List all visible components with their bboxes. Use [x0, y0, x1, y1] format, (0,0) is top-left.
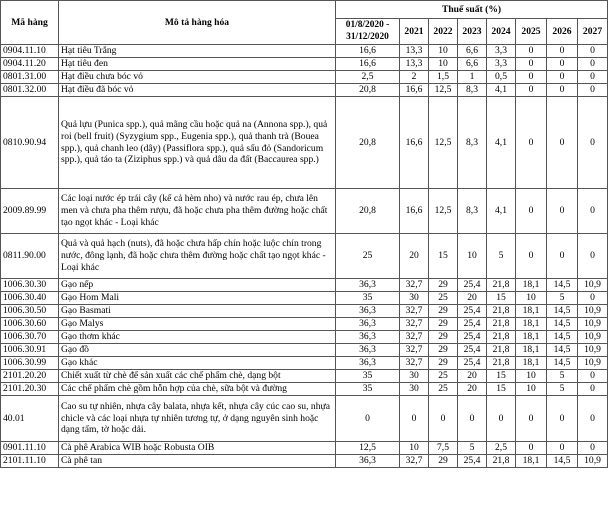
rate-cell: 1,5 [429, 71, 458, 84]
rate-cell: 16,6 [336, 45, 400, 58]
rate-cell: 0 [547, 234, 578, 279]
rate-cell: 1 [458, 71, 487, 84]
rate-cell: 0 [547, 396, 578, 442]
hs-code-cell: 2009.89.99 [1, 189, 59, 234]
hs-code-cell: 0801.31.00 [1, 71, 59, 84]
rate-cell: 15 [429, 234, 458, 279]
rate-cell: 10 [400, 442, 429, 455]
rate-cell: 21,8 [487, 305, 516, 318]
rate-cell: 0 [547, 45, 578, 58]
rate-cell: 25,4 [458, 279, 487, 292]
rate-cell: 32,7 [400, 357, 429, 370]
header-year: 2022 [429, 19, 458, 45]
rate-cell: 20 [458, 383, 487, 396]
description-cell: Gạo Hom Mali [59, 292, 336, 305]
rate-cell: 0 [336, 396, 400, 442]
rate-cell: 0 [547, 71, 578, 84]
rate-cell: 10 [429, 58, 458, 71]
rate-cell: 12,5 [429, 189, 458, 234]
rate-cell: 10,9 [578, 331, 608, 344]
rate-cell: 5 [547, 383, 578, 396]
table-row [1, 189, 608, 234]
header-year: 2026 [547, 19, 578, 45]
table-row [1, 97, 608, 189]
rate-cell: 35 [336, 383, 400, 396]
hs-code-cell: 0810.90.94 [1, 97, 59, 189]
rate-cell: 0 [578, 370, 608, 383]
rate-cell: 21,8 [487, 455, 516, 468]
rate-cell: 25 [429, 370, 458, 383]
rate-cell: 14,5 [547, 331, 578, 344]
rate-cell: 4,1 [487, 97, 516, 189]
rate-cell: 14,5 [547, 344, 578, 357]
hs-code-cell: 2101.20.20 [1, 370, 59, 383]
table-row [1, 455, 608, 468]
rate-cell: 18,1 [516, 455, 547, 468]
rate-cell: 36,3 [336, 331, 400, 344]
rate-cell: 0 [516, 234, 547, 279]
table-row [1, 396, 608, 442]
rate-cell: 16,6 [400, 97, 429, 189]
rate-cell: 0 [578, 84, 608, 97]
table-row [1, 383, 608, 396]
hs-code-cell: 1006.30.50 [1, 305, 59, 318]
rate-cell: 36,3 [336, 305, 400, 318]
header-period: 01/8/2020 - 31/12/2020 [336, 19, 400, 45]
description-cell: Cà phê tan [59, 455, 336, 468]
table-row [1, 71, 608, 84]
rate-cell: 14,5 [547, 279, 578, 292]
header-description: Mô tả hàng hóa [59, 1, 336, 45]
rate-cell: 16,6 [400, 189, 429, 234]
rate-cell: 14,5 [547, 455, 578, 468]
table-row [1, 305, 608, 318]
rate-cell: 29 [429, 318, 458, 331]
rate-cell: 12,5 [429, 97, 458, 189]
rate-cell: 32,7 [400, 279, 429, 292]
rate-cell: 0 [578, 383, 608, 396]
description-cell: Gạo khác [59, 357, 336, 370]
header-year: 2027 [578, 19, 608, 45]
rate-cell: 0 [516, 58, 547, 71]
rate-cell: 7,5 [429, 442, 458, 455]
rate-cell: 10 [516, 370, 547, 383]
hs-code-cell: 2101.20.30 [1, 383, 59, 396]
rate-cell: 25 [429, 383, 458, 396]
rate-cell: 36,3 [336, 318, 400, 331]
rate-cell: 5 [547, 370, 578, 383]
description-cell: Chiết xuất từ chè để sản xuất các chế phẩm chè, dạng bột [59, 370, 336, 383]
rate-cell: 35 [336, 370, 400, 383]
rate-cell: 2 [400, 71, 429, 84]
rate-cell: 2,5 [487, 442, 516, 455]
rate-cell: 10 [458, 234, 487, 279]
rate-cell: 18,1 [516, 318, 547, 331]
rate-cell: 36,3 [336, 279, 400, 292]
hs-code-cell: 2101.11.10 [1, 455, 59, 468]
rate-cell: 0 [516, 396, 547, 442]
table-row [1, 442, 608, 455]
rate-cell: 0 [578, 71, 608, 84]
hs-code-cell: 1006.30.40 [1, 292, 59, 305]
rate-cell: 20 [400, 234, 429, 279]
description-cell: Gạo Malys [59, 318, 336, 331]
description-cell: Cà phê Arabica WIB hoặc Robusta OIB [59, 442, 336, 455]
rate-cell: 12,5 [429, 84, 458, 97]
rate-cell: 20 [458, 292, 487, 305]
rate-cell: 16,6 [400, 84, 429, 97]
rate-cell: 10,9 [578, 318, 608, 331]
rate-cell: 2,5 [336, 71, 400, 84]
description-cell: Gạo đồ [59, 344, 336, 357]
rate-cell: 6,6 [458, 45, 487, 58]
hs-code-cell: 1006.30.30 [1, 279, 59, 292]
rate-cell: 0 [487, 396, 516, 442]
table-row [1, 279, 608, 292]
rate-cell: 0 [400, 396, 429, 442]
hs-code-cell: 1006.30.99 [1, 357, 59, 370]
rate-cell: 36,3 [336, 455, 400, 468]
rate-cell: 30 [400, 383, 429, 396]
table-row [1, 370, 608, 383]
rate-cell: 10,9 [578, 344, 608, 357]
rate-cell: 20,8 [336, 97, 400, 189]
rate-cell: 20 [458, 370, 487, 383]
rate-cell: 18,1 [516, 357, 547, 370]
hs-code-cell: 0901.11.10 [1, 442, 59, 455]
rate-cell: 25,4 [458, 455, 487, 468]
header-tax-rate: Thuế suất (%) [336, 1, 608, 19]
rate-cell: 20,8 [336, 84, 400, 97]
rate-cell: 16,6 [336, 58, 400, 71]
rate-cell: 0,5 [487, 71, 516, 84]
rate-cell: 0 [547, 58, 578, 71]
rate-cell: 18,1 [516, 305, 547, 318]
rate-cell: 0 [578, 442, 608, 455]
rate-cell: 0 [516, 84, 547, 97]
description-cell: Các chế phẩm chè gồm hỗn hợp của chè, sữa bột và đường [59, 383, 336, 396]
rate-cell: 0 [547, 84, 578, 97]
header-year: 2023 [458, 19, 487, 45]
description-cell: Gạo nếp [59, 279, 336, 292]
rate-cell: 29 [429, 279, 458, 292]
rate-cell: 32,7 [400, 331, 429, 344]
rate-cell: 32,7 [400, 318, 429, 331]
description-cell: Hạt điều đã bóc vỏ [59, 84, 336, 97]
rate-cell: 15 [487, 292, 516, 305]
description-cell: Gạo Basmati [59, 305, 336, 318]
rate-cell: 10,9 [578, 357, 608, 370]
hs-code-cell: 1006.30.60 [1, 318, 59, 331]
hs-code-cell: 1006.30.91 [1, 344, 59, 357]
rate-cell: 21,8 [487, 318, 516, 331]
rate-cell: 13,3 [400, 45, 429, 58]
rate-cell: 25,4 [458, 305, 487, 318]
rate-cell: 15 [487, 370, 516, 383]
rate-cell: 0 [458, 396, 487, 442]
hs-code-cell: 1006.30.70 [1, 331, 59, 344]
hs-code-cell: 0811.90.00 [1, 234, 59, 279]
rate-cell: 10,9 [578, 305, 608, 318]
rate-cell: 36,3 [336, 357, 400, 370]
table-row [1, 45, 608, 58]
rate-cell: 10 [516, 292, 547, 305]
rate-cell: 30 [400, 292, 429, 305]
rate-cell: 0 [578, 97, 608, 189]
rate-cell: 29 [429, 357, 458, 370]
rate-cell: 14,5 [547, 305, 578, 318]
rate-cell: 32,7 [400, 305, 429, 318]
rate-cell: 8,3 [458, 97, 487, 189]
hs-code-cell: 0801.32.00 [1, 84, 59, 97]
rate-cell: 0 [578, 189, 608, 234]
rate-cell: 0 [547, 189, 578, 234]
description-cell: Quả lựu (Punica spp.), quả mãng cầu hoặc quả na (Annona spp.), quả roi (bell fruit) (Syzygium spp., Eugenia spp.), quả thanh trà (Bouea spp.), quả chanh leo (dây) (Passiflora spp.), quả sấu đỏ (Sandoricum spp.), quả táo ta (Ziziphus spp.) và quả dâu da đất (Baccaurea spp.) [59, 97, 336, 189]
description-cell: Các loại nước ép trái cây (kể cả hèm nho) và nước rau ép, chưa lên men và chưa pha thêm rượu, đã hoặc chưa pha thêm đường hoặc chất tạo ngọt khác - Loại khác [59, 189, 336, 234]
rate-cell: 3,3 [487, 45, 516, 58]
rate-cell: 36,3 [336, 344, 400, 357]
table-row [1, 84, 608, 97]
rate-cell: 25,4 [458, 331, 487, 344]
rate-cell: 21,8 [487, 279, 516, 292]
rate-cell: 6,6 [458, 58, 487, 71]
description-cell: Gạo thơm khác [59, 331, 336, 344]
table-row [1, 234, 608, 279]
description-cell: Hạt tiêu Trắng [59, 45, 336, 58]
rate-cell: 21,8 [487, 357, 516, 370]
table-row [1, 58, 608, 71]
hs-code-cell: 0904.11.20 [1, 58, 59, 71]
rate-cell: 0 [429, 396, 458, 442]
rate-cell: 0 [547, 442, 578, 455]
rate-cell: 0 [516, 189, 547, 234]
rate-cell: 29 [429, 344, 458, 357]
hs-code-cell: 0904.11.10 [1, 45, 59, 58]
rate-cell: 25 [429, 292, 458, 305]
table-row [1, 318, 608, 331]
header-year: 2025 [516, 19, 547, 45]
rate-cell: 0 [516, 97, 547, 189]
description-cell: Quả và quả hạch (nuts), đã hoặc chưa hấp chín hoặc luộc chín trong nước, đông lạnh, đã hoặc chưa thêm đường hoặc chất tạo ngọt khác - Loại khác [59, 234, 336, 279]
rate-cell: 14,5 [547, 318, 578, 331]
rate-cell: 5 [458, 442, 487, 455]
rate-cell: 8,3 [458, 84, 487, 97]
rate-cell: 5 [487, 234, 516, 279]
rate-cell: 0 [578, 396, 608, 442]
rate-cell: 10 [429, 45, 458, 58]
rate-cell: 13,3 [400, 58, 429, 71]
table-row [1, 331, 608, 344]
table-row [1, 357, 608, 370]
rate-cell: 0 [547, 97, 578, 189]
rate-cell: 18,1 [516, 279, 547, 292]
description-cell: Hạt điều chưa bóc vỏ [59, 71, 336, 84]
rate-cell: 0 [516, 71, 547, 84]
rate-cell: 10,9 [578, 279, 608, 292]
rate-cell: 14,5 [547, 357, 578, 370]
rate-cell: 12,5 [336, 442, 400, 455]
header-code: Mã hàng [1, 1, 59, 45]
header-year: 2024 [487, 19, 516, 45]
rate-cell: 25,4 [458, 357, 487, 370]
header-year: 2021 [400, 19, 429, 45]
rate-cell: 18,1 [516, 344, 547, 357]
rate-cell: 4,1 [487, 189, 516, 234]
rate-cell: 21,8 [487, 331, 516, 344]
rate-cell: 8,3 [458, 189, 487, 234]
rate-cell: 0 [578, 292, 608, 305]
rate-cell: 25 [336, 234, 400, 279]
rate-cell: 29 [429, 305, 458, 318]
rate-cell: 15 [487, 383, 516, 396]
description-cell: Cao su tự nhiên, nhựa cây balata, nhựa kết, nhựa cây cúc cao su, nhựa chicle và các loại nhựa tự nhiên tương tự, ở dạng nguyên sinh hoặc dạng tấm, tờ hoặc dải. [59, 396, 336, 442]
rate-cell: 21,8 [487, 344, 516, 357]
rate-cell: 10,9 [578, 455, 608, 468]
rate-cell: 10 [516, 383, 547, 396]
rate-cell: 32,7 [400, 344, 429, 357]
rate-cell: 25,4 [458, 318, 487, 331]
rate-cell: 20,8 [336, 189, 400, 234]
rate-cell: 32,7 [400, 455, 429, 468]
rate-cell: 18,1 [516, 331, 547, 344]
rate-cell: 25,4 [458, 344, 487, 357]
rate-cell: 30 [400, 370, 429, 383]
rate-cell: 3,3 [487, 58, 516, 71]
rate-cell: 5 [547, 292, 578, 305]
rate-cell: 29 [429, 331, 458, 344]
rate-cell: 29 [429, 455, 458, 468]
table-row [1, 344, 608, 357]
table-row [1, 292, 608, 305]
rate-cell: 0 [578, 234, 608, 279]
rate-cell: 0 [516, 442, 547, 455]
hs-code-cell: 40.01 [1, 396, 59, 442]
rate-cell: 0 [578, 58, 608, 71]
rate-cell: 0 [578, 45, 608, 58]
rate-cell: 0 [516, 45, 547, 58]
rate-cell: 4,1 [487, 84, 516, 97]
rate-cell: 35 [336, 292, 400, 305]
description-cell: Hạt tiêu đen [59, 58, 336, 71]
